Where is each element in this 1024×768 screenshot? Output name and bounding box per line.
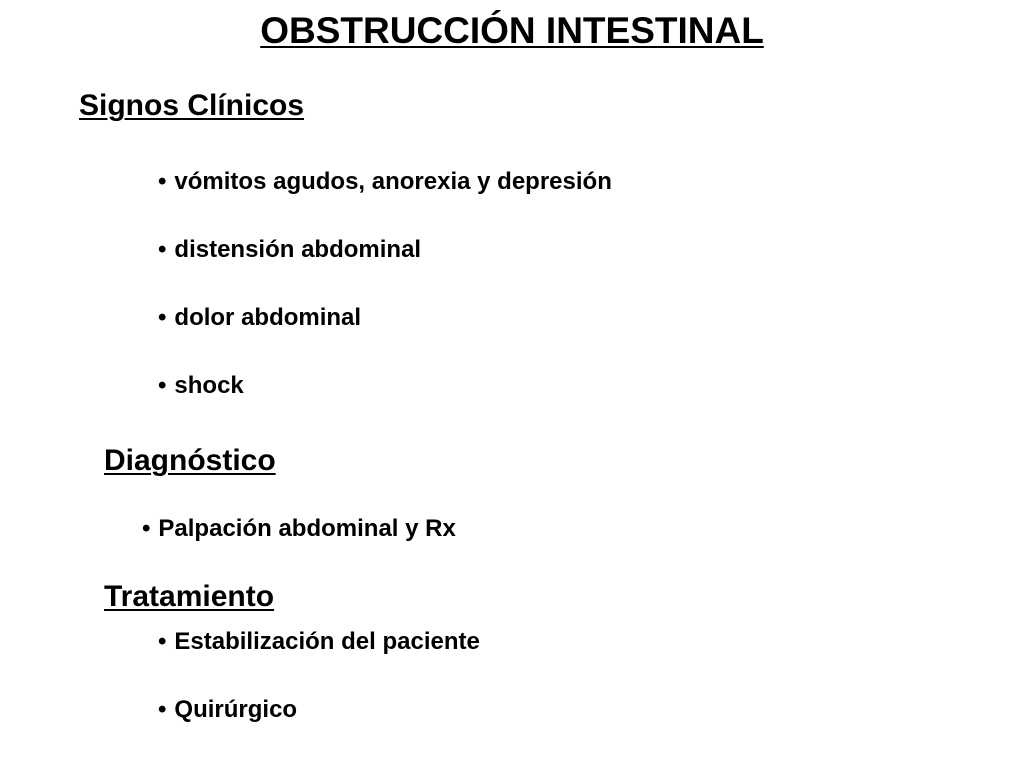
bullet-item	[158, 371, 244, 401]
bullet-text: distensión abdominal	[174, 236, 422, 263]
section-heading-signos-clinicos: Signos Clínicos	[79, 89, 305, 122]
bullet-text: Palpación abdominal y Rx	[158, 515, 456, 542]
bullet-icon: •	[158, 236, 167, 263]
bullet-text: shock	[174, 372, 244, 399]
bullet-text: Quirúrgico	[174, 696, 298, 723]
section-heading-tratamiento: Tratamiento	[104, 580, 275, 613]
bullet-icon: •	[158, 168, 167, 195]
bullet-text: dolor abdominal	[174, 304, 362, 331]
bullet-item	[158, 167, 612, 197]
bullet-icon: •	[142, 515, 151, 542]
bullet-icon: •	[158, 696, 167, 723]
slide-title: OBSTRUCCIÓN INTESTINAL	[260, 10, 764, 51]
bullet-icon: •	[158, 628, 167, 655]
bullet-icon: •	[158, 372, 167, 399]
bullet-item	[142, 514, 456, 544]
bullet-item	[158, 303, 361, 333]
bullet-item	[158, 695, 297, 725]
bullet-item	[158, 235, 421, 265]
section-heading-diagnostico: Diagnóstico	[104, 444, 276, 477]
bullet-icon: •	[158, 304, 167, 331]
bullet-text: vómitos agudos, anorexia y depresión	[174, 168, 612, 195]
bullet-text: Estabilización del paciente	[174, 628, 480, 655]
bullet-item	[158, 627, 480, 657]
